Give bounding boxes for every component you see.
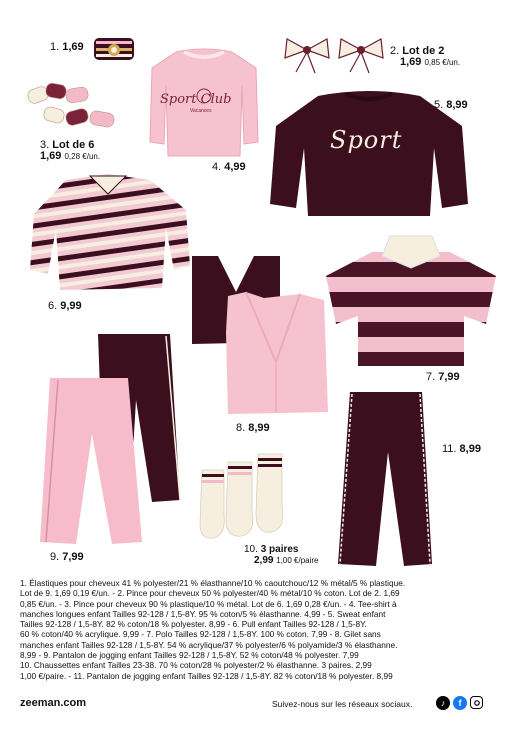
claw-clips-image <box>24 80 124 136</box>
striped-pullover-image <box>26 170 194 296</box>
description-line: 10. Chaussettes enfant Tailles 23-38. 70 % coton/28 % polyester/2 % élasthanne. 3 paires. 2,99 <box>20 660 372 671</box>
sleeveless-vests-image <box>184 252 332 420</box>
item-8-label: 8. 8,99 <box>236 422 270 434</box>
tiktok-icon[interactable]: ♪ <box>436 696 450 710</box>
description-line: manches enfant Tailles 92-128 / 1,5-8Y. 54 % acrylique/37 % polyester/6 % polyamide/3 % élasthanne. <box>20 639 398 650</box>
facebook-icon[interactable]: f <box>453 696 467 710</box>
item-4-label: 4. 4,99 <box>212 161 246 173</box>
burgundy-joggers-image <box>332 388 438 570</box>
social-follow-text: Suivez-nous sur les réseaux sociaux. <box>272 699 413 709</box>
sweat-print-text: Sport <box>330 126 403 154</box>
pink-burgundy-joggers-image <box>34 330 190 548</box>
instagram-icon[interactable] <box>470 696 483 709</box>
website-link[interactable]: zeeman.com <box>20 697 87 709</box>
product-descriptions <box>20 578 498 681</box>
description-line: 8,99 - 9. Pantalon de jogging enfant Tailles 92-128 / 1,5-8Y. 52 % coton/48 % polyester. 7,99 <box>20 650 359 661</box>
item-7-label: 7. 7,99 <box>426 371 460 383</box>
item-11-label: 11. 8,99 <box>442 443 481 455</box>
hair-bows-image <box>282 36 388 76</box>
item-2-label: 2. Lot de 2 1,69 0,85 €/un. <box>390 45 461 68</box>
striped-polo-image <box>322 232 500 368</box>
description-line: Tailles 92-128 / 1,5-8Y. 82 % coton/18 % polyester. 8,99 - 6. Pull enfant Tailles 92-128 / 1,5-8Y. <box>20 619 367 630</box>
description-line: 60 % coton/40 % acrylique. 9,99 - 7. Polo Tailles 92-128 / 1,5-8Y. 100 % coton. 7,99 - 8. Gilet sans <box>20 629 381 640</box>
item-3-label: 3. Lot de 6 1,69 0,28 €/un. <box>40 139 101 162</box>
item-9-label: 9. 7,99 <box>50 551 84 563</box>
hair-elastics-image <box>92 34 136 64</box>
tee-print-text: Sport Club <box>160 92 232 107</box>
tee-print-small-text: Vacances <box>190 108 212 114</box>
item-1-label: 1. 1,69 <box>50 41 84 53</box>
description-line: 1. Élastiques pour cheveux 41 % polyester/21 % élasthanne/10 % caoutchouc/12 % métal/5 % plastique. <box>20 578 406 588</box>
description-line: 0,85 €/un. - 3. Pince pour cheveux 90 % plastique/10 % métal. Lot de 6. 1,69 0,28 €/un. - 4. Tee-shirt à <box>20 598 397 609</box>
socks-image <box>196 452 300 544</box>
description-line: 1,00 €/paire. - 11. Pantalon de jogging enfant Tailles 92-128 / 1,5-8Y. 82 % coton/18 % polyester. 8,99 <box>20 670 393 681</box>
description-line: Lot de 9. 1,69 0,19 €/un. - 2. Pince pour cheveux 50 % polyester/40 % métal/10 % coton. Lot de 2. 1,69 <box>20 588 400 599</box>
description-line: manches longues enfant Tailles 92-128 / 1,5-8Y. 95 % coton/5 % élasthanne. 4,99 - 5. Sweat enfant <box>20 608 386 619</box>
item-6-label: 6. 9,99 <box>48 300 82 312</box>
item-10-label: 10. 3 paires 2,99 1,00 €/paire <box>244 544 319 566</box>
item-5-label: 5. 8,99 <box>434 99 468 111</box>
